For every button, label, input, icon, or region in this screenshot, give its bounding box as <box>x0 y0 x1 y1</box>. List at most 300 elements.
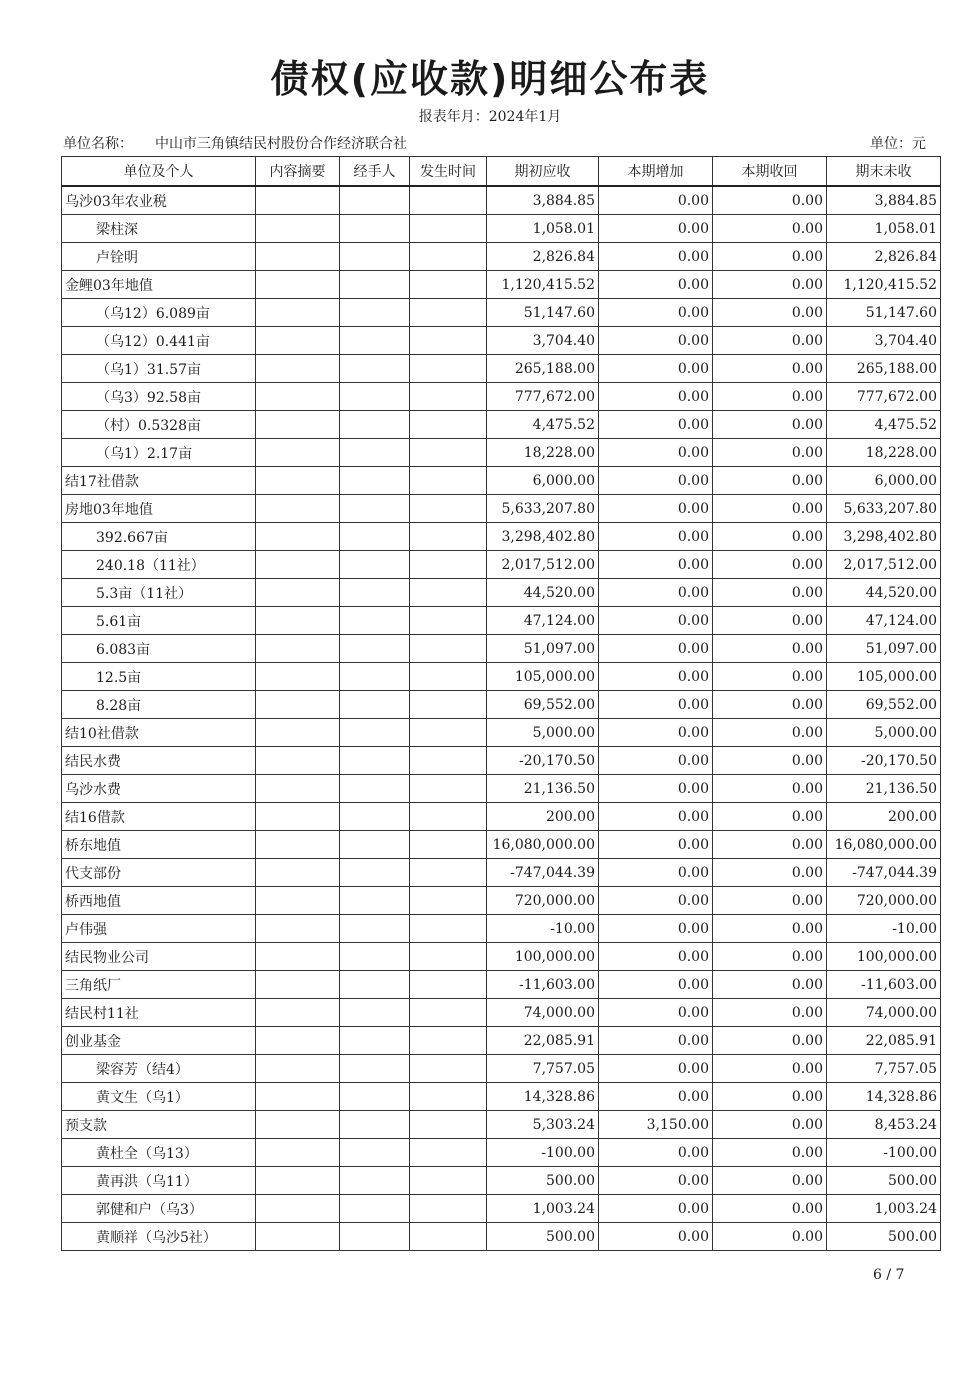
cell-recovered: 0.00 <box>713 607 827 635</box>
cell-summary <box>256 467 340 495</box>
cell-increase: 0.00 <box>599 915 713 943</box>
cell-closing: 200.00 <box>827 803 941 831</box>
cell-closing: 8,453.24 <box>827 1111 941 1139</box>
cell-increase: 0.00 <box>599 439 713 467</box>
cell-summary <box>256 635 340 663</box>
cell-party: 乌沙水费 <box>62 775 256 803</box>
cell-party: 黄文生（乌1） <box>62 1083 256 1111</box>
cell-opening: 22,085.91 <box>487 1027 599 1055</box>
cell-opening: 200.00 <box>487 803 599 831</box>
table-row <box>62 579 941 607</box>
table-row <box>62 243 941 271</box>
cell-handler <box>340 551 410 579</box>
col-header-summary: 内容摘要 <box>256 157 340 187</box>
cell-increase: 0.00 <box>599 1027 713 1055</box>
cell-opening: 500.00 <box>487 1223 599 1251</box>
cell-date <box>410 1055 487 1083</box>
cell-handler <box>340 663 410 691</box>
cell-handler <box>340 495 410 523</box>
table-row <box>62 1223 941 1251</box>
cell-date <box>410 1167 487 1195</box>
table-row <box>62 719 941 747</box>
table-row <box>62 775 941 803</box>
cell-date <box>410 691 487 719</box>
cell-closing: 16,080,000.00 <box>827 831 941 859</box>
cell-closing: -747,044.39 <box>827 859 941 887</box>
cell-handler <box>340 439 410 467</box>
cell-handler <box>340 467 410 495</box>
cell-handler <box>340 775 410 803</box>
page-number: 6 / 7 <box>873 1267 905 1283</box>
cell-date <box>410 915 487 943</box>
cell-date <box>410 523 487 551</box>
table-row <box>62 915 941 943</box>
cell-increase: 0.00 <box>599 1223 713 1251</box>
table-row <box>62 467 941 495</box>
cell-party: （乌12）6.089亩 <box>62 299 256 327</box>
cell-opening: 5,633,207.80 <box>487 495 599 523</box>
cell-party: 结10社借款 <box>62 719 256 747</box>
cell-party: 5.3亩（11社） <box>62 579 256 607</box>
cell-increase: 0.00 <box>599 943 713 971</box>
cell-date <box>410 215 487 243</box>
cell-summary <box>256 327 340 355</box>
table-row <box>62 271 941 299</box>
cell-summary <box>256 1223 340 1251</box>
cell-closing: 500.00 <box>827 1167 941 1195</box>
cell-party: （乌1）31.57亩 <box>62 355 256 383</box>
cell-party: 黄再洪（乌11） <box>62 1167 256 1195</box>
cell-party: 创业基金 <box>62 1027 256 1055</box>
cell-recovered: 0.00 <box>713 1083 827 1111</box>
cell-summary <box>256 299 340 327</box>
cell-recovered: 0.00 <box>713 971 827 999</box>
cell-increase: 0.00 <box>599 495 713 523</box>
cell-date <box>410 747 487 775</box>
page-title: 债权(应收款)明细公布表 <box>270 57 710 101</box>
cell-party: 结民水费 <box>62 747 256 775</box>
cell-summary <box>256 1111 340 1139</box>
cell-increase: 0.00 <box>599 663 713 691</box>
table-row <box>62 635 941 663</box>
cell-increase: 0.00 <box>599 635 713 663</box>
cell-opening: 51,097.00 <box>487 635 599 663</box>
table-row <box>62 663 941 691</box>
cell-closing: 3,298,402.80 <box>827 523 941 551</box>
cell-opening: 5,000.00 <box>487 719 599 747</box>
cell-date <box>410 887 487 915</box>
cell-date <box>410 1083 487 1111</box>
cell-opening: 6,000.00 <box>487 467 599 495</box>
table-row <box>62 803 941 831</box>
cell-party: 结民村11社 <box>62 999 256 1027</box>
cell-opening: 47,124.00 <box>487 607 599 635</box>
cell-handler <box>340 999 410 1027</box>
cell-opening: 3,704.40 <box>487 327 599 355</box>
cell-recovered: 0.00 <box>713 523 827 551</box>
cell-party: 桥东地值 <box>62 831 256 859</box>
cell-increase: 0.00 <box>599 1195 713 1223</box>
cell-opening: 3,884.85 <box>487 186 599 215</box>
cell-increase: 0.00 <box>599 355 713 383</box>
cell-closing: 69,552.00 <box>827 691 941 719</box>
currency-unit: 单位：元 <box>870 136 926 152</box>
cell-closing: 14,328.86 <box>827 1083 941 1111</box>
cell-closing: -100.00 <box>827 1139 941 1167</box>
cell-handler <box>340 355 410 383</box>
cell-opening: 7,757.05 <box>487 1055 599 1083</box>
cell-handler <box>340 1223 410 1251</box>
cell-handler <box>340 271 410 299</box>
cell-opening: -747,044.39 <box>487 859 599 887</box>
table-row <box>62 495 941 523</box>
cell-party: 黄顺祥（乌沙5社） <box>62 1223 256 1251</box>
cell-summary <box>256 495 340 523</box>
cell-handler <box>340 831 410 859</box>
cell-recovered: 0.00 <box>713 803 827 831</box>
cell-closing: -20,170.50 <box>827 747 941 775</box>
cell-increase: 0.00 <box>599 467 713 495</box>
cell-recovered: 0.00 <box>713 579 827 607</box>
cell-date <box>410 607 487 635</box>
cell-party: 代支部份 <box>62 859 256 887</box>
cell-increase: 0.00 <box>599 383 713 411</box>
table-row <box>62 859 941 887</box>
report-period: 报表年月：2024年1月 <box>418 109 562 125</box>
cell-recovered: 0.00 <box>713 943 827 971</box>
cell-date <box>410 186 487 215</box>
cell-closing: 100,000.00 <box>827 943 941 971</box>
cell-summary <box>256 551 340 579</box>
cell-recovered: 0.00 <box>713 1111 827 1139</box>
cell-party: 预支款 <box>62 1111 256 1139</box>
cell-increase: 0.00 <box>599 719 713 747</box>
cell-summary <box>256 887 340 915</box>
cell-closing: 22,085.91 <box>827 1027 941 1055</box>
cell-recovered: 0.00 <box>713 467 827 495</box>
cell-summary <box>256 915 340 943</box>
cell-date <box>410 943 487 971</box>
cell-party: 卢铨明 <box>62 243 256 271</box>
cell-party: 三角纸厂 <box>62 971 256 999</box>
cell-handler <box>340 747 410 775</box>
cell-summary <box>256 243 340 271</box>
cell-summary <box>256 999 340 1027</box>
cell-recovered: 0.00 <box>713 747 827 775</box>
cell-opening: 2,017,512.00 <box>487 551 599 579</box>
cell-increase: 0.00 <box>599 775 713 803</box>
cell-date <box>410 663 487 691</box>
cell-handler <box>340 859 410 887</box>
cell-closing: 74,000.00 <box>827 999 941 1027</box>
cell-date <box>410 439 487 467</box>
cell-handler <box>340 1111 410 1139</box>
cell-date <box>410 327 487 355</box>
cell-date <box>410 1027 487 1055</box>
cell-date <box>410 971 487 999</box>
cell-increase: 0.00 <box>599 971 713 999</box>
cell-closing: 777,672.00 <box>827 383 941 411</box>
table-row <box>62 943 941 971</box>
cell-recovered: 0.00 <box>713 1139 827 1167</box>
cell-date <box>410 355 487 383</box>
cell-party: 392.667亩 <box>62 523 256 551</box>
cell-closing: 265,188.00 <box>827 355 941 383</box>
cell-handler <box>340 607 410 635</box>
cell-handler <box>340 215 410 243</box>
cell-closing: 18,228.00 <box>827 439 941 467</box>
cell-summary <box>256 859 340 887</box>
table-row <box>62 747 941 775</box>
cell-date <box>410 1195 487 1223</box>
table-row <box>62 355 941 383</box>
cell-summary <box>256 271 340 299</box>
unit-name-line <box>63 133 407 153</box>
cell-recovered: 0.00 <box>713 1027 827 1055</box>
cell-closing: 47,124.00 <box>827 607 941 635</box>
cell-recovered: 0.00 <box>713 355 827 383</box>
cell-recovered: 0.00 <box>713 1055 827 1083</box>
cell-increase: 0.00 <box>599 579 713 607</box>
cell-closing: 3,704.40 <box>827 327 941 355</box>
cell-party: （乌12）0.441亩 <box>62 327 256 355</box>
cell-handler <box>340 383 410 411</box>
cell-closing: 7,757.05 <box>827 1055 941 1083</box>
cell-summary <box>256 1139 340 1167</box>
cell-handler <box>340 299 410 327</box>
cell-closing: 500.00 <box>827 1223 941 1251</box>
cell-recovered: 0.00 <box>713 1195 827 1223</box>
cell-closing: 1,120,415.52 <box>827 271 941 299</box>
cell-date <box>410 999 487 1027</box>
cell-increase: 0.00 <box>599 831 713 859</box>
cell-recovered: 0.00 <box>713 719 827 747</box>
table-row <box>62 887 941 915</box>
cell-increase: 0.00 <box>599 747 713 775</box>
cell-party: 结16借款 <box>62 803 256 831</box>
cell-increase: 0.00 <box>599 327 713 355</box>
table-row <box>62 1083 941 1111</box>
receivables-table <box>61 156 941 1251</box>
cell-recovered: 0.00 <box>713 439 827 467</box>
cell-closing: 51,147.60 <box>827 299 941 327</box>
cell-summary <box>256 1195 340 1223</box>
cell-recovered: 0.00 <box>713 1167 827 1195</box>
cell-increase: 0.00 <box>599 803 713 831</box>
cell-opening: 720,000.00 <box>487 887 599 915</box>
cell-summary <box>256 439 340 467</box>
cell-recovered: 0.00 <box>713 383 827 411</box>
cell-date <box>410 411 487 439</box>
cell-date <box>410 831 487 859</box>
cell-summary <box>256 1055 340 1083</box>
cell-recovered: 0.00 <box>713 915 827 943</box>
cell-summary <box>256 215 340 243</box>
cell-party: （乌1）2.17亩 <box>62 439 256 467</box>
cell-increase: 0.00 <box>599 691 713 719</box>
cell-recovered: 0.00 <box>713 635 827 663</box>
col-header-closing: 期末未收 <box>827 157 941 187</box>
cell-opening: 105,000.00 <box>487 663 599 691</box>
cell-handler <box>340 1083 410 1111</box>
cell-handler <box>340 943 410 971</box>
cell-closing: 1,003.24 <box>827 1195 941 1223</box>
cell-opening: 2,826.84 <box>487 243 599 271</box>
cell-handler <box>340 523 410 551</box>
table-header-row <box>62 157 941 187</box>
cell-handler <box>340 719 410 747</box>
table-row <box>62 551 941 579</box>
col-header-recovered: 本期收回 <box>713 157 827 187</box>
cell-date <box>410 635 487 663</box>
cell-party: （村）0.5328亩 <box>62 411 256 439</box>
cell-date <box>410 1223 487 1251</box>
cell-closing: 44,520.00 <box>827 579 941 607</box>
cell-increase: 3,150.00 <box>599 1111 713 1139</box>
cell-date <box>410 243 487 271</box>
cell-increase: 0.00 <box>599 1055 713 1083</box>
cell-closing: 6,000.00 <box>827 467 941 495</box>
cell-opening: 3,298,402.80 <box>487 523 599 551</box>
cell-date <box>410 299 487 327</box>
cell-opening: 1,058.01 <box>487 215 599 243</box>
cell-recovered: 0.00 <box>713 243 827 271</box>
cell-increase: 0.00 <box>599 1139 713 1167</box>
cell-handler <box>340 186 410 215</box>
cell-party: 5.61亩 <box>62 607 256 635</box>
cell-opening: 1,120,415.52 <box>487 271 599 299</box>
cell-opening: -20,170.50 <box>487 747 599 775</box>
cell-closing: -11,603.00 <box>827 971 941 999</box>
cell-summary <box>256 1167 340 1195</box>
cell-recovered: 0.00 <box>713 551 827 579</box>
cell-increase: 0.00 <box>599 215 713 243</box>
cell-handler <box>340 411 410 439</box>
table-row <box>62 607 941 635</box>
table-row <box>62 1111 941 1139</box>
cell-summary <box>256 943 340 971</box>
cell-closing: 51,097.00 <box>827 635 941 663</box>
cell-date <box>410 803 487 831</box>
cell-summary <box>256 1027 340 1055</box>
cell-increase: 0.00 <box>599 1167 713 1195</box>
table-row <box>62 383 941 411</box>
cell-opening: 51,147.60 <box>487 299 599 327</box>
cell-opening: 14,328.86 <box>487 1083 599 1111</box>
cell-opening: -100.00 <box>487 1139 599 1167</box>
cell-summary <box>256 1083 340 1111</box>
cell-increase: 0.00 <box>599 243 713 271</box>
cell-party: 房地03年地值 <box>62 495 256 523</box>
cell-date <box>410 495 487 523</box>
cell-date <box>410 579 487 607</box>
cell-increase: 0.00 <box>599 607 713 635</box>
cell-recovered: 0.00 <box>713 859 827 887</box>
cell-recovered: 0.00 <box>713 663 827 691</box>
col-header-opening: 期初应收 <box>487 157 599 187</box>
col-header-party: 单位及个人 <box>62 157 256 187</box>
cell-date <box>410 467 487 495</box>
cell-opening: 265,188.00 <box>487 355 599 383</box>
cell-summary <box>256 383 340 411</box>
cell-closing: 5,633,207.80 <box>827 495 941 523</box>
cell-handler <box>340 1139 410 1167</box>
cell-increase: 0.00 <box>599 999 713 1027</box>
cell-closing: 1,058.01 <box>827 215 941 243</box>
cell-party: 12.5亩 <box>62 663 256 691</box>
cell-summary <box>256 719 340 747</box>
table-row <box>62 215 941 243</box>
cell-party: 梁柱深 <box>62 215 256 243</box>
cell-opening: 44,520.00 <box>487 579 599 607</box>
cell-recovered: 0.00 <box>713 887 827 915</box>
col-header-date: 发生时间 <box>410 157 487 187</box>
table-row <box>62 523 941 551</box>
table-row <box>62 999 941 1027</box>
cell-closing: 21,136.50 <box>827 775 941 803</box>
cell-recovered: 0.00 <box>713 1223 827 1251</box>
cell-increase: 0.00 <box>599 859 713 887</box>
cell-party: 黄杜全（乌13） <box>62 1139 256 1167</box>
cell-party: 结17社借款 <box>62 467 256 495</box>
cell-party: 梁容芳（结4） <box>62 1055 256 1083</box>
cell-date <box>410 383 487 411</box>
cell-handler <box>340 1195 410 1223</box>
cell-summary <box>256 411 340 439</box>
unit-name-value: 中山市三角镇结民村股份合作经济联合社 <box>155 136 407 152</box>
cell-date <box>410 775 487 803</box>
cell-summary <box>256 691 340 719</box>
cell-opening: 777,672.00 <box>487 383 599 411</box>
table-row <box>62 691 941 719</box>
table-row <box>62 186 941 215</box>
cell-summary <box>256 663 340 691</box>
cell-party: （乌3）92.58亩 <box>62 383 256 411</box>
cell-party: 郭健和户（乌3） <box>62 1195 256 1223</box>
table-row <box>62 1167 941 1195</box>
col-header-handler: 经手人 <box>340 157 410 187</box>
table-row <box>62 1055 941 1083</box>
cell-opening: 4,475.52 <box>487 411 599 439</box>
cell-opening: 1,003.24 <box>487 1195 599 1223</box>
cell-party: 金鲤03年地值 <box>62 271 256 299</box>
cell-party: 桥西地值 <box>62 887 256 915</box>
cell-recovered: 0.00 <box>713 215 827 243</box>
cell-handler <box>340 971 410 999</box>
cell-summary <box>256 747 340 775</box>
cell-party: 8.28亩 <box>62 691 256 719</box>
cell-summary <box>256 803 340 831</box>
cell-recovered: 0.00 <box>713 999 827 1027</box>
cell-opening: -10.00 <box>487 915 599 943</box>
cell-handler <box>340 887 410 915</box>
cell-handler <box>340 327 410 355</box>
cell-date <box>410 1111 487 1139</box>
cell-summary <box>256 607 340 635</box>
cell-recovered: 0.00 <box>713 271 827 299</box>
cell-recovered: 0.00 <box>713 327 827 355</box>
cell-increase: 0.00 <box>599 411 713 439</box>
cell-closing: 3,884.85 <box>827 186 941 215</box>
cell-summary <box>256 775 340 803</box>
cell-summary <box>256 186 340 215</box>
cell-closing: 5,000.00 <box>827 719 941 747</box>
table-row <box>62 1139 941 1167</box>
cell-date <box>410 719 487 747</box>
cell-handler <box>340 635 410 663</box>
cell-recovered: 0.00 <box>713 186 827 215</box>
cell-handler <box>340 803 410 831</box>
